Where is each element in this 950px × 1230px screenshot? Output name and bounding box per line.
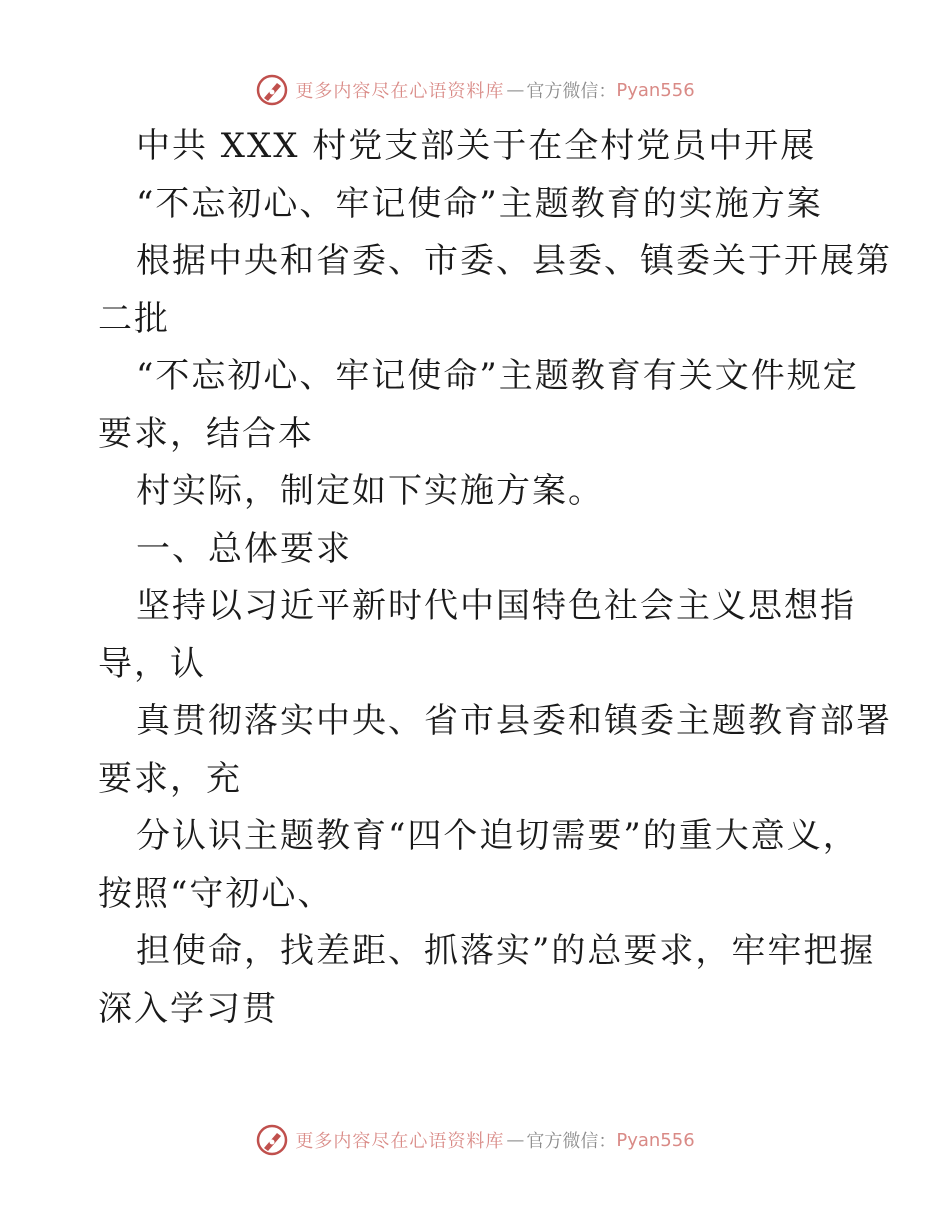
doc-paragraph-line: 导，认 <box>98 643 206 684</box>
doc-paragraph-line: 要求，结合本 <box>98 413 314 454</box>
watermark-dash: — <box>506 79 525 101</box>
doc-paragraph-line: 要求，充 <box>98 758 242 799</box>
doc-paragraph-line: 根据中央和省委、市委、县委、镇委关于开展第 <box>136 241 892 281</box>
doc-title-line-2: “不忘初心、牢记使命”主题教育的实施方案 <box>136 183 823 224</box>
watermark-suffix: 官方微信： <box>526 1131 617 1152</box>
watermark-dash: — <box>506 1129 525 1151</box>
doc-paragraph-line: 按照“守初心、 <box>98 873 334 914</box>
watermark-wechat-id: Pyan556 <box>616 79 695 101</box>
doc-paragraph-line: 分认识主题教育“四个迫切需要”的重大意义， <box>136 816 859 856</box>
doc-paragraph-line: 二批 <box>98 298 170 339</box>
doc-paragraph-line: 坚持以习近平新时代中国特色社会主义思想指 <box>136 586 856 626</box>
watermark-text: 更多内容尽在心语资料库 <box>295 1131 505 1152</box>
doc-paragraph-line: “不忘初心、牢记使命”主题教育有关文件规定 <box>136 356 859 396</box>
footer-watermark <box>0 1120 950 1160</box>
doc-paragraph-line: 村实际，制定如下实施方案。 <box>136 471 604 511</box>
watermark-text: 更多内容尽在心语资料库 <box>295 81 505 102</box>
section-heading: 一、总体要求 <box>136 528 352 569</box>
header-watermark <box>0 70 950 110</box>
pen-logo-icon <box>255 73 289 107</box>
pen-logo-icon <box>255 1123 289 1157</box>
watermark-wechat-id: Pyan556 <box>616 1129 695 1151</box>
watermark-suffix: 官方微信： <box>526 81 617 102</box>
doc-paragraph-line: 真贯彻落实中央、省市县委和镇委主题教育部署 <box>136 701 892 741</box>
doc-paragraph-line: 担使命，找差距、抓落实”的总要求，牢牢把握 <box>136 931 876 971</box>
doc-title-line-1: 中共 XXX 村党支部关于在全村党员中开展 <box>136 126 817 166</box>
doc-paragraph-line: 深入学习贯 <box>98 988 278 1029</box>
document-body <box>98 118 892 1038</box>
